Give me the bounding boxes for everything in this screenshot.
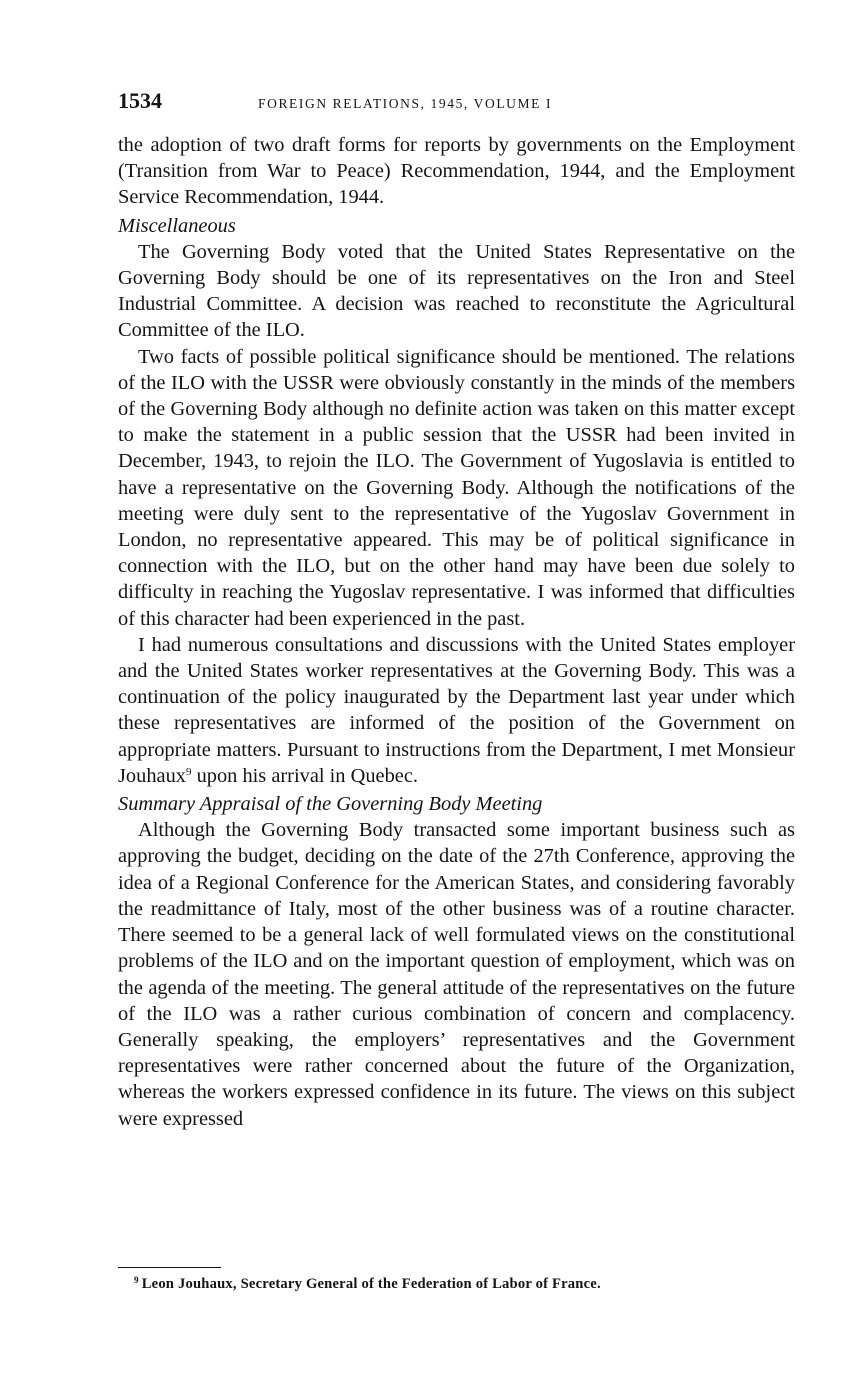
paragraph-continuation: the adoption of two draft forms for reports by governments on the Employment (Transition from War to Peace) Recommendation, 1944, and the Employment Service Recommendation, 1944.	[118, 134, 795, 209]
consultations-text: I had numerous consultations and discussions with the United States employer and the United States worker representatives at the Governing Body. This was a continuation of the policy inaugurated by the Department last year under which these representatives are informed of the position of the Government on appropriate matters. Pursuant to instructions from the Department, I met Monsieur Jouhaux	[118, 633, 795, 787]
footnote-mark: 9	[134, 1275, 139, 1285]
section-heading-summary-appraisal: Summary Appraisal of the Governing Body Meeting	[118, 793, 543, 816]
page-header	[118, 88, 795, 118]
paragraph-summary-appraisal: Although the Governing Body transacted some important business such as approving the budget, deciding on the date of the 27th Conference, approving the idea of a Regional Conference for the American States, and considering favorably the readmittance of Italy, most of the other business was of a routine character. There seemed to be a general lack of well formulated views on the constitutional problems of the ILO and on the important question of employment, which was on the agenda of the meeting. The general attitude of the representatives on the future of the ILO was a rather curious combination of concern and complacency. Generally speaking, the employers’ representatives and the Government representatives were rather concerned about the future of the Organization, whereas the workers expressed confidence in its future. The views on this subject were expressed	[118, 819, 795, 1130]
section-heading-miscellaneous: Miscellaneous	[118, 214, 236, 237]
footnote-reference: 9	[185, 765, 192, 778]
footnote-divider	[118, 1267, 221, 1268]
paragraph-consultations	[118, 632, 795, 789]
footnote-text: Leon Jouhaux, Secretary General of the Federation of Labor of France.	[141, 1276, 601, 1292]
paragraph-political-significance: Two facts of possible political significance should be mentioned. The relations of the ILO with the USSR were obviously constantly in the minds of the members of the Governing Body although no definite action was taken on this matter except to make the statement in a public session that the USSR had been invited in December, 1943, to rejoin the ILO. The Government of Yugoslavia is entitled to have a representative on the Governing Body. Although the notifications of the meeting were duly sent to the representative of the Yugoslav Government in London, no representative appeared. This may be of political significance in connection with the ILO, but on the other hand may have been due solely to difficulty in reaching the Yugoslav representative. I was informed that difficulties of this character had been experienced in the past.	[118, 345, 795, 630]
paragraph-governing-body-vote: The Governing Body voted that the United States Representative on the Governing Body should be one of its representatives on the Iron and Steel Industrial Committee. A decision was reached to reconstitute the Agricultural Committee of the ILO.	[118, 240, 795, 342]
page-number: 1534	[118, 88, 162, 113]
consultations-text-end: upon his arrival in Quebec.	[191, 764, 418, 787]
running-head: FOREIGN RELATIONS, 1945, VOLUME I	[258, 96, 553, 111]
page-body	[118, 88, 795, 1132]
footnote	[134, 1276, 794, 1293]
